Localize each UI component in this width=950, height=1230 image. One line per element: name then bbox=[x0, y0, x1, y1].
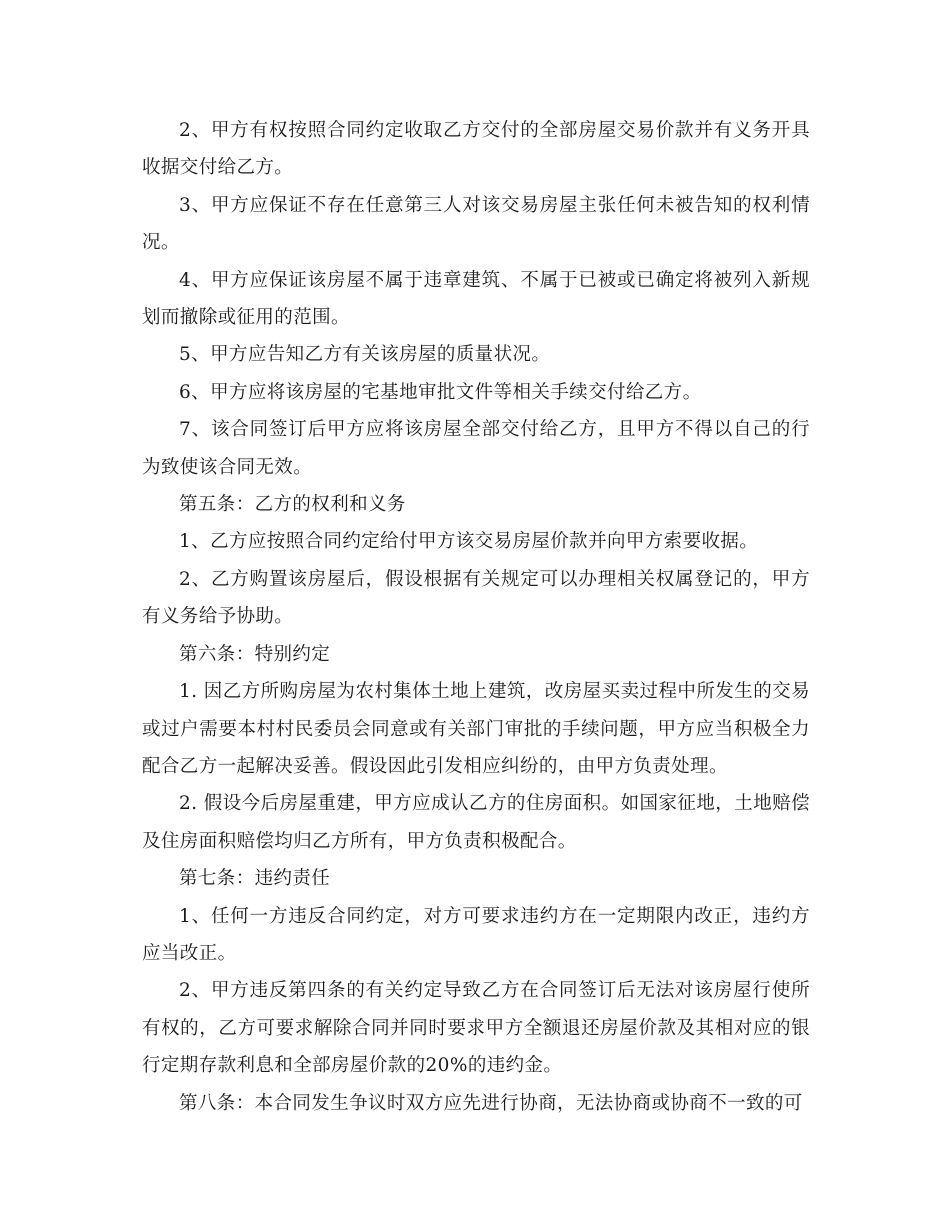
paragraph-clause-4-6: 6、甲方应将该房屋的宅基地审批文件等相关手续交付给乙方。 bbox=[179, 381, 702, 403]
paragraph-clause-4-2: 2、甲方有权按照合同约定收取乙方交付的全部房屋交易价款并有义务开具收据交付给乙方。 bbox=[142, 120, 810, 179]
paragraph-clause-6-2: 2. 假设今后房屋重建，甲方应成认乙方的住房面积。如国家征地，土地赔偿及住房面积赔偿均归乙方所有，甲方负责积极配合。 bbox=[142, 793, 810, 852]
paragraph-clause-6-1: 1. 因乙方所购房屋为农村集体土地上建筑，改房屋买卖过程中所发生的交易或过户需要本村村民委员会同意或有关部门审批的手续问题，甲方应当积极全力配合乙方一起解决妥善。假设因此引发相应纠纷的，由甲方负责处理。 bbox=[142, 681, 810, 777]
paragraph-article-8: 第八条：本合同发生争议时双方应先进行协商，无法协商或协商不一致的可 bbox=[179, 1092, 803, 1114]
paragraph-clause-4-3: 3、甲方应保证不存在任意第三人对该交易房屋主张任何未被告知的权利情况。 bbox=[142, 194, 810, 254]
heading-article-6: 第六条：特别约定 bbox=[179, 643, 331, 665]
document-body bbox=[142, 112, 810, 1122]
paragraph-clause-5-1: 1、乙方应按照合同约定给付甲方该交易房屋价款并向甲方索要收据。 bbox=[179, 531, 759, 553]
paragraph-clause-5-2: 2、乙方购置该房屋后，假设根据有关规定可以办理相关权属登记的，甲方有义务给予协助。 bbox=[142, 568, 810, 628]
heading-article-5: 第五条：乙方的权利和义务 bbox=[179, 494, 406, 516]
paragraph-clause-7-1: 1、任何一方违反合同约定，对方可要求违约方在一定期限内改正，违约方应当改正。 bbox=[142, 905, 810, 964]
paragraph-clause-4-4: 4、甲方应保证该房屋不属于违章建筑、不属于已被或已确定将被列入新规划而撤除或征用的范围。 bbox=[142, 269, 810, 329]
paragraph-clause-4-7: 7、该合同签订后甲方应将该房屋全部交付给乙方，且甲方不得以自己的行为致使该合同无效。 bbox=[142, 419, 810, 478]
paragraph-clause-7-2: 2、甲方违反第四条的有关约定导致乙方在合同签订后无法对该房屋行使所有权的，乙方可要求解除合同并同时要求甲方全额退还房屋价款及其相对应的银行定期存款利息和全部房屋价款的20%的违约金。 bbox=[142, 980, 810, 1077]
paragraph-clause-4-5: 5、甲方应告知乙方有关该房屋的质量状况。 bbox=[179, 344, 551, 366]
heading-article-7: 第七条：违约责任 bbox=[179, 868, 331, 890]
